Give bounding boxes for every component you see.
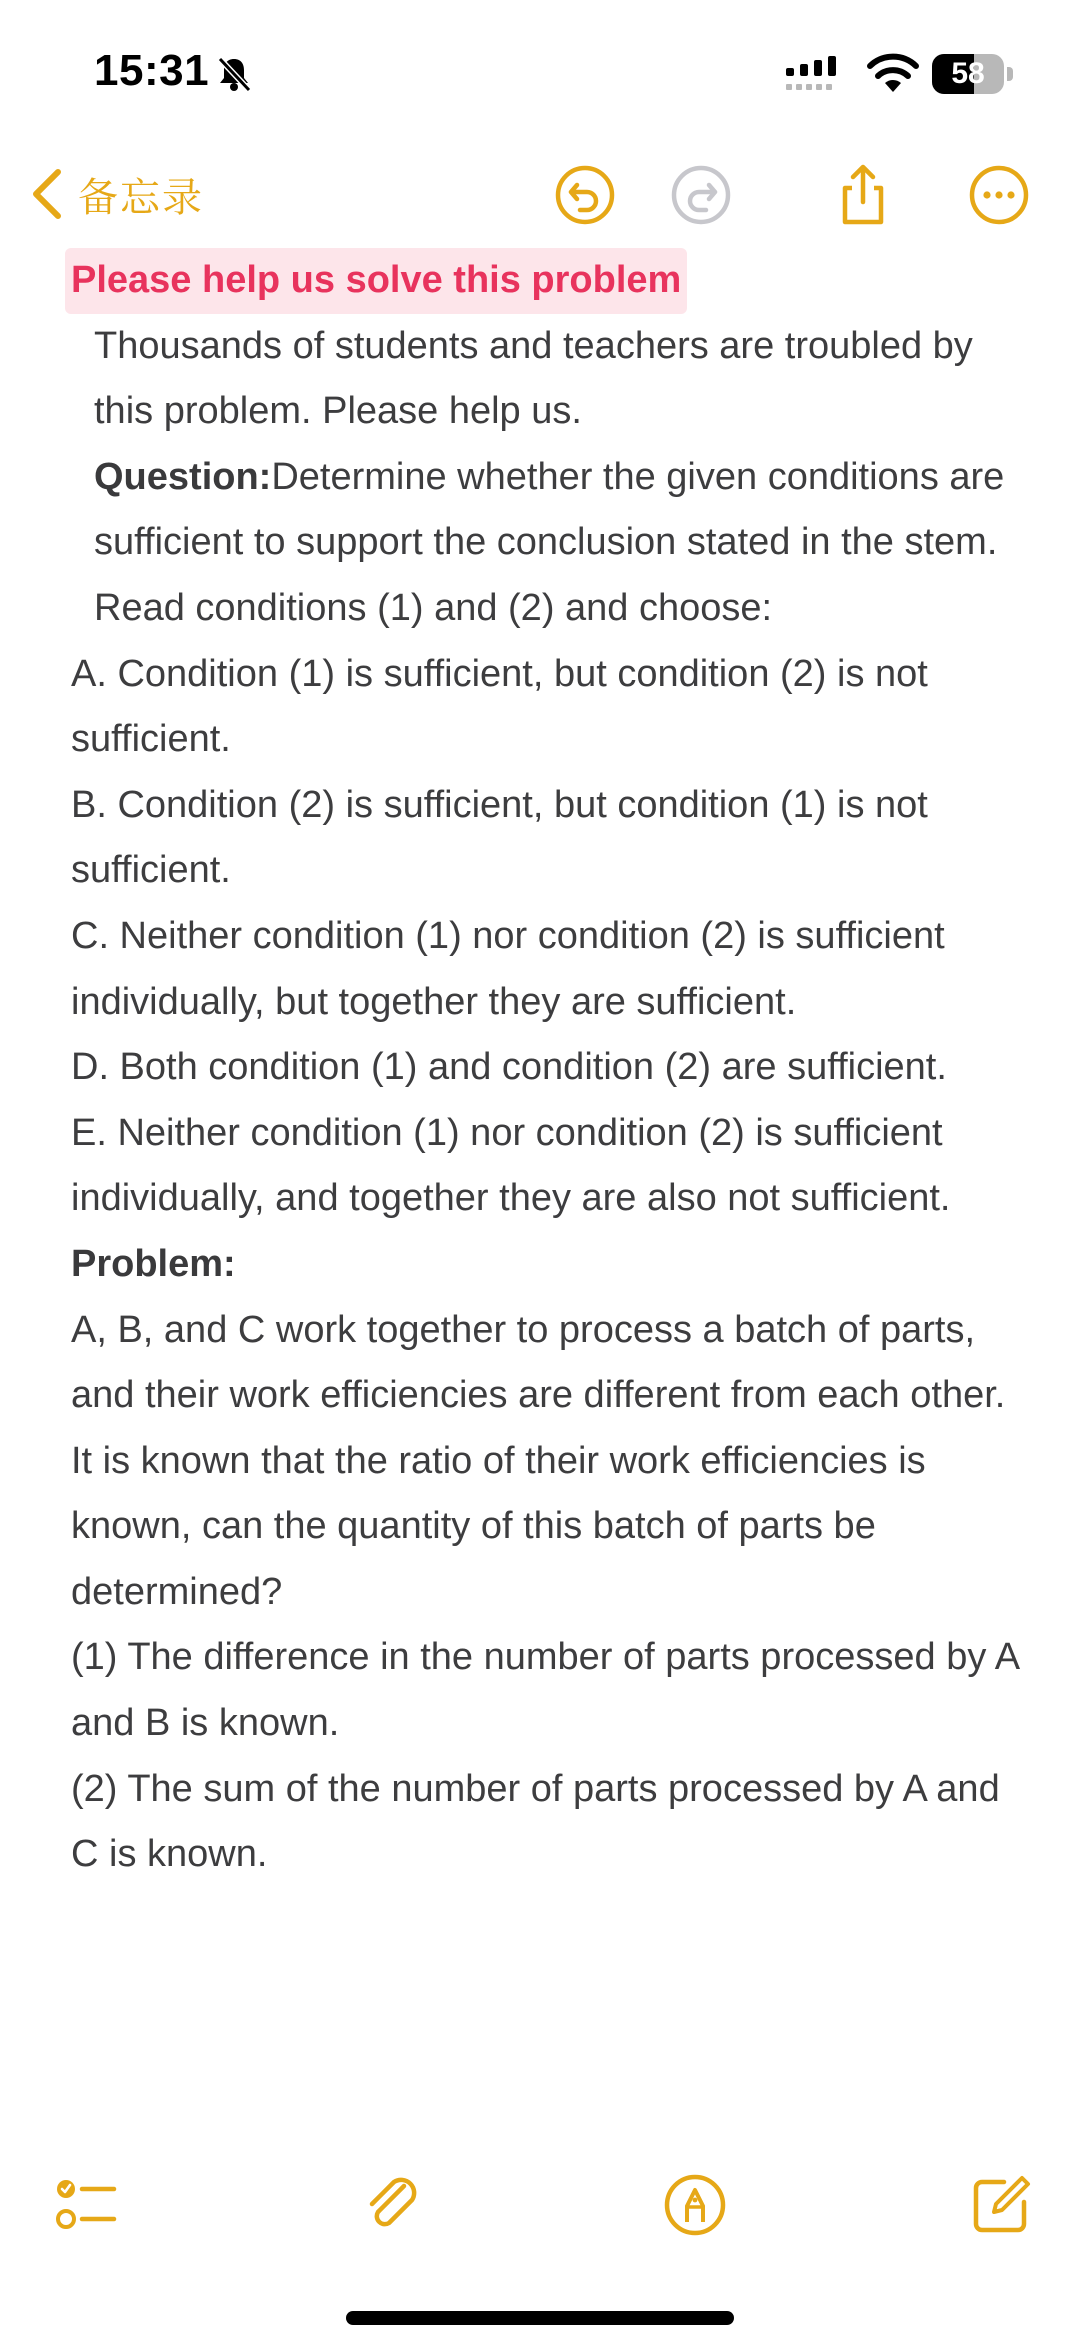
more-icon[interactable] — [968, 164, 1030, 226]
home-indicator[interactable] — [346, 2311, 734, 2325]
chevron-left-icon — [28, 166, 64, 222]
bottom-toolbar — [0, 2160, 1080, 2250]
paperclip-icon[interactable] — [360, 2172, 426, 2238]
wifi-icon — [866, 52, 920, 94]
back-label: 备忘录 — [78, 175, 204, 220]
problem-label: Problem: — [71, 1242, 236, 1285]
question-text: Determine whether the given conditions are sufficient to support the conclusion stated in the stem. Read conditions (1) and (2) and choose: — [94, 455, 1005, 629]
option-e: E. Neither condition (1) nor condition (2) is sufficient individually, and together they are also not sufficient. — [71, 1111, 951, 1220]
markup-pen-icon[interactable] — [662, 2172, 728, 2238]
checklist-icon[interactable] — [54, 2172, 120, 2238]
back-button[interactable] — [28, 158, 204, 230]
question-paragraph — [71, 445, 1021, 642]
status-time: 15:31 — [94, 46, 210, 95]
status-bar — [0, 0, 1080, 140]
condition-1: (1) The difference in the number of parts processed by A and B is known. — [71, 1636, 1019, 1745]
navigation-bar — [0, 140, 1080, 250]
battery-indicator — [932, 54, 1014, 94]
redo-icon[interactable] — [670, 164, 732, 226]
undo-icon[interactable] — [554, 164, 616, 226]
option-a: A. Condition (1) is sufficient, but condition (2) is not sufficient. — [71, 652, 928, 761]
battery-level: 58 — [951, 57, 985, 90]
note-intro: Thousands of students and teachers are troubled by this problem. Please help us. — [94, 324, 973, 433]
note-body[interactable] — [71, 248, 1021, 1888]
share-icon[interactable] — [832, 164, 894, 226]
cellular-signal-icon — [786, 56, 848, 94]
battery-body — [932, 54, 1004, 94]
question-label: Question: — [94, 455, 272, 498]
option-b: B. Condition (2) is sufficient, but condition (1) is not sufficient. — [71, 783, 928, 892]
option-c: C. Neither condition (1) nor condition (2) is sufficient individually, but together they are sufficient. — [71, 914, 945, 1023]
condition-2: (2) The sum of the number of parts processed by A and C is known. — [71, 1767, 1000, 1876]
option-d: D. Both condition (1) and condition (2) are sufficient. — [71, 1046, 947, 1089]
note-heading: Please help us solve this problem — [65, 248, 687, 314]
battery-cap — [1007, 67, 1013, 81]
bell-slash-icon — [214, 54, 254, 94]
compose-icon[interactable] — [968, 2172, 1034, 2238]
problem-text: A, B, and C work together to process a batch of parts, and their work efficiencies are different from each other. It is known that the ratio of their work efficiencies is known, can the quantity of this batch of parts be determined? — [71, 1308, 1006, 1613]
